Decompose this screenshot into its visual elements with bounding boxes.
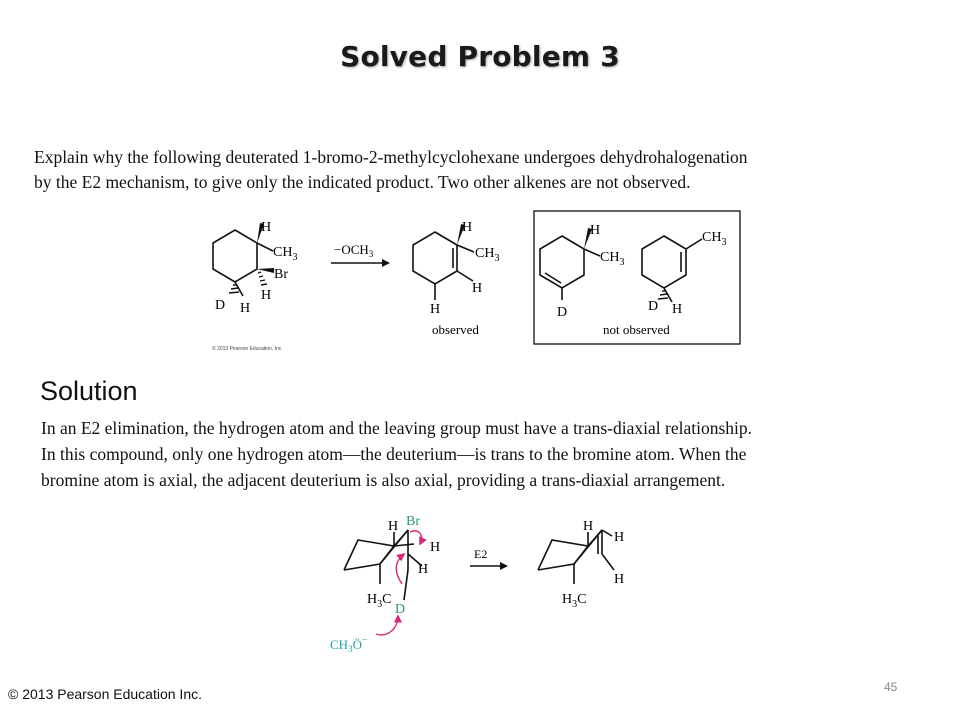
reactant-h-top: H bbox=[261, 220, 272, 235]
e2-arrow-label: E2 bbox=[474, 547, 488, 561]
chair-h-top: H bbox=[388, 519, 399, 534]
reactant-d: D bbox=[215, 298, 226, 313]
not-observed-1-h: H bbox=[590, 223, 601, 238]
slide-title: Solved Problem 3 bbox=[340, 40, 620, 73]
chair-br: Br bbox=[406, 514, 420, 529]
observed-h-right: H bbox=[472, 281, 483, 296]
observed-h-bottom: H bbox=[430, 302, 441, 317]
solution-line-2: In this compound, only one hydrogen atom—the deuterium—is trans to the bromine atom. When the bbox=[41, 444, 747, 464]
problem-statement bbox=[34, 145, 924, 195]
curved-arrow-cd-bond bbox=[396, 554, 404, 584]
observed-ch3: $CH_3$ bbox=[475, 246, 500, 264]
product-h-right: H bbox=[614, 530, 625, 545]
solution-heading: Solution bbox=[40, 376, 138, 406]
solution-text bbox=[41, 415, 931, 493]
not-observed-2-h: H bbox=[672, 302, 683, 317]
product-h-top: H bbox=[583, 519, 594, 534]
reactant-h-bottom: H bbox=[261, 288, 272, 303]
e2-mechanism-figure bbox=[322, 510, 652, 670]
chair-d: D bbox=[395, 602, 406, 617]
solution-line-3: bromine atom is axial, the adjacent deuterium is also axial, providing a trans-diaxial arrangement. bbox=[41, 470, 726, 490]
chair-h-right: H bbox=[430, 540, 441, 555]
problem-line-2: by the E2 mechanism, to give only the indicated product. Two other alkenes are not observed. bbox=[34, 172, 691, 192]
reactant-h-d: H bbox=[240, 301, 251, 316]
not-observed-product-1 bbox=[540, 236, 600, 300]
not-observed-label: not observed bbox=[603, 322, 670, 337]
page-number: 45 bbox=[884, 680, 898, 694]
curved-arrow-br-leaving bbox=[410, 531, 422, 544]
observed-h-top: H bbox=[462, 220, 473, 235]
methoxide-ion: $CH_3Ö^-$ bbox=[330, 635, 368, 654]
copyright-footer: © 2013 Pearson Education Inc. bbox=[8, 686, 202, 702]
solution-line-1: In an E2 elimination, the hydrogen atom and the leaving group must have a trans-diaxial relationship. bbox=[41, 418, 752, 438]
reactant-ch3: $CH_3$ bbox=[273, 245, 298, 263]
not-observed-2-d: D bbox=[648, 299, 659, 314]
reagent-label: $-OCH_3$ bbox=[334, 242, 374, 259]
reaction-scheme-figure bbox=[200, 208, 750, 356]
product-chair bbox=[538, 530, 614, 584]
chair-h3c: $H_3C$ bbox=[367, 592, 392, 610]
reactant-structure bbox=[213, 230, 257, 282]
observed-label: observed bbox=[432, 322, 479, 337]
product-h3c: $H_3C$ bbox=[562, 592, 587, 610]
not-observed-2-ch3: $CH_3$ bbox=[702, 230, 727, 248]
problem-line-1: Explain why the following deuterated 1-bromo-2-methylcyclohexane undergoes dehydrohalogenation bbox=[34, 147, 748, 167]
figure-credit: © 2013 Pearson Education, Inc. bbox=[212, 346, 283, 352]
reactant-chair bbox=[344, 530, 422, 600]
reactant-br: Br bbox=[274, 267, 288, 282]
observed-product-structure bbox=[413, 232, 474, 300]
chair-h-lower: H bbox=[418, 562, 429, 577]
product-h-lower: H bbox=[614, 572, 625, 587]
not-observed-product-2 bbox=[642, 236, 702, 288]
not-observed-1-d: D bbox=[557, 305, 568, 320]
curved-arrow-methoxide bbox=[376, 616, 398, 635]
not-observed-1-ch3: $CH_3$ bbox=[600, 250, 625, 268]
